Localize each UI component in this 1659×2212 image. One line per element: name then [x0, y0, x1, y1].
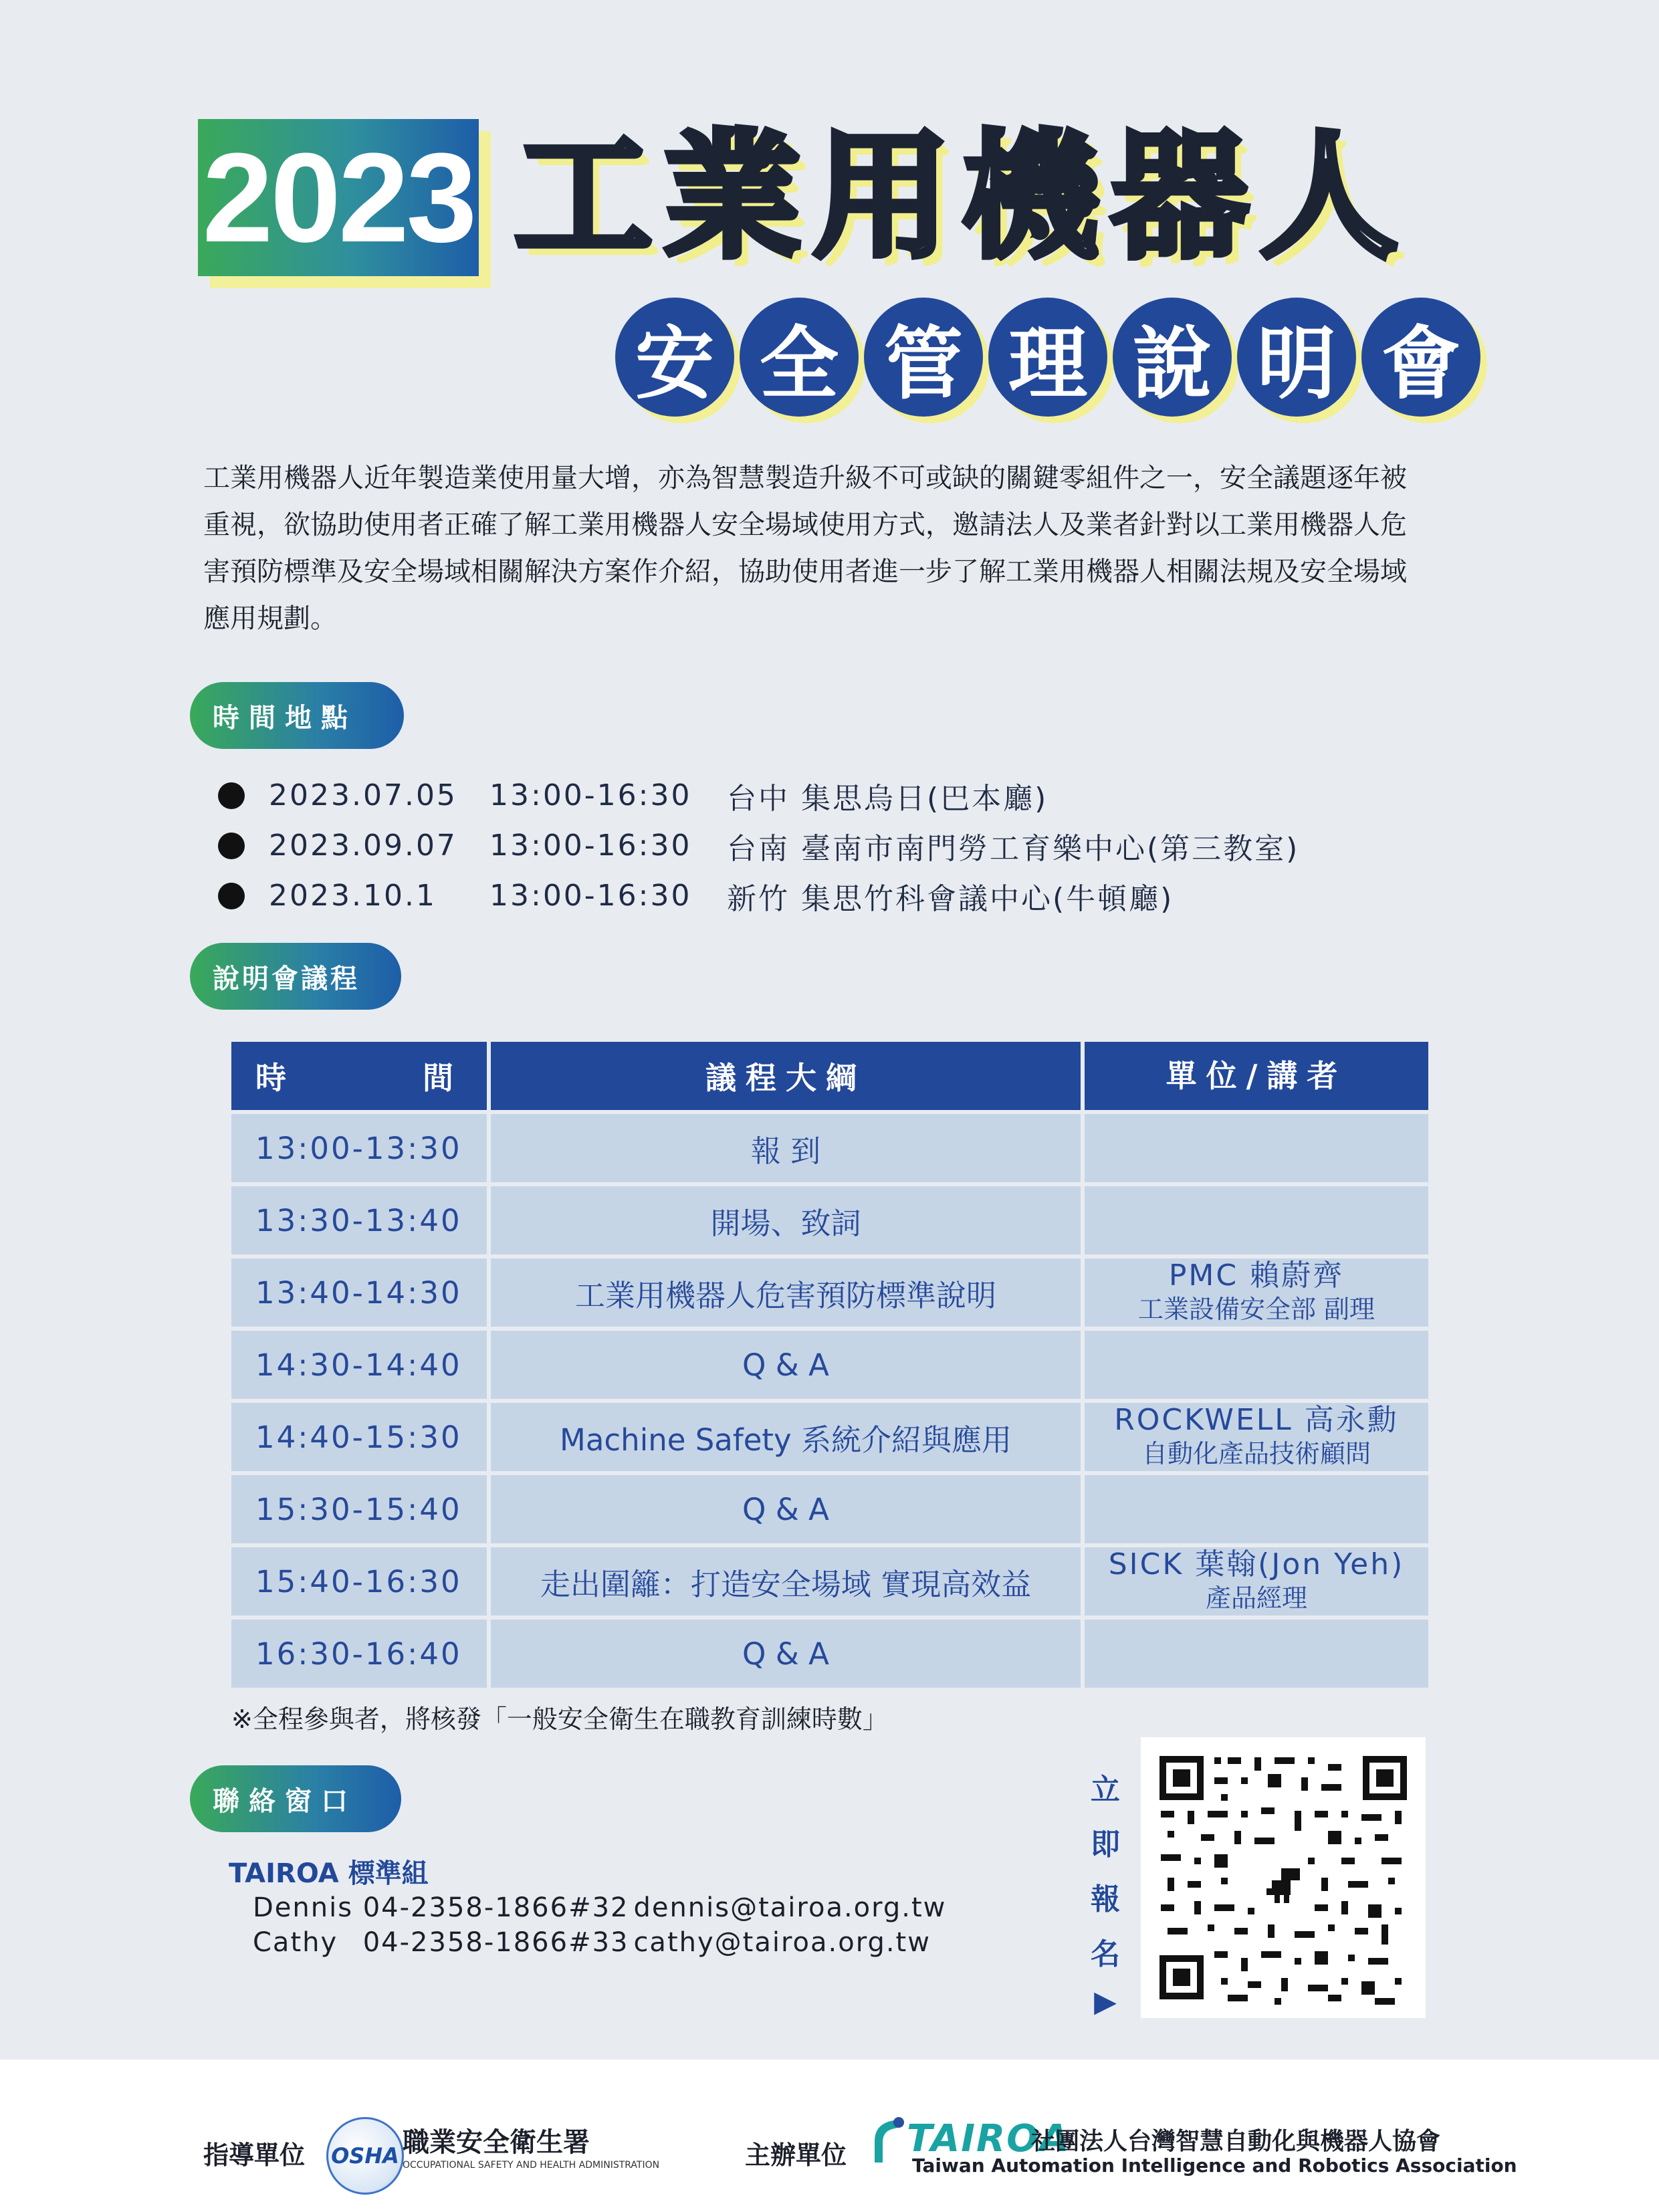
- contact-line: [253, 1927, 931, 1958]
- row-speaker: [1085, 1547, 1428, 1620]
- register-char: 立: [1091, 1773, 1120, 1807]
- subtitle-char: 理: [988, 298, 1107, 417]
- table-row: [231, 1331, 1428, 1403]
- schedule-place: 台中 集思烏日(巴本廳): [727, 781, 1048, 816]
- contact-email[interactable]: dennis@tairoa.org.tw: [633, 1892, 947, 1923]
- contact-phone: 04-2358-1866#32: [362, 1892, 629, 1923]
- intro-line: 害預防標準及安全場域相關解決方案作介紹，協助使用者進一步了解工業用機器人相關法規及安全場域: [203, 556, 1407, 587]
- speaker-name: PMC 賴蔚齊: [1168, 1258, 1345, 1293]
- row-time: 16:30-16:40: [231, 1620, 491, 1692]
- section-contact: 聯絡窗口: [190, 1765, 401, 1832]
- play-arrow-icon: ▶: [1094, 1985, 1117, 2019]
- schedule-date: 2023.07.05: [269, 778, 457, 812]
- row-time: 14:40-15:30: [231, 1403, 491, 1475]
- bullet-icon: [218, 883, 245, 909]
- schedule-time: 13:00-16:30: [489, 879, 692, 913]
- robot-arm-icon: [869, 2112, 907, 2165]
- register-char: 名: [1091, 1937, 1120, 1971]
- header-topic: 議程大綱: [491, 1042, 1085, 1114]
- row-topic: 報 到: [491, 1114, 1085, 1186]
- schedule-item: [218, 820, 1422, 871]
- speaker-name: SICK 葉翰(Jon Yeh): [1108, 1547, 1405, 1581]
- host-unit-label: 主辦單位: [745, 2140, 847, 2170]
- contact-org: TAIROA 標準組: [229, 1858, 429, 1889]
- intro-paragraph: [203, 455, 1460, 642]
- table-row: [231, 1620, 1428, 1692]
- register-label[interactable]: [1082, 1765, 1129, 2019]
- subtitle-char: 明: [1237, 298, 1356, 417]
- qr-code-icon: [1141, 1737, 1426, 2018]
- header-time-a: 時: [255, 1060, 296, 1096]
- row-speaker: [1085, 1620, 1428, 1692]
- table-row: [231, 1258, 1428, 1331]
- register-char: 即: [1091, 1828, 1120, 1862]
- guide-unit-label: 指導單位: [203, 2140, 306, 2170]
- schedule-date: 2023.09.07: [269, 828, 457, 863]
- bullet-icon: [218, 782, 245, 809]
- osha-english-name: OCCUPATIONAL SAFETY AND HEALTH ADMINISTRATION: [403, 2160, 660, 2171]
- header-speaker: 單位/講者: [1085, 1042, 1428, 1114]
- table-header: [231, 1042, 1428, 1114]
- schedule-time: 13:00-16:30: [489, 828, 692, 863]
- row-speaker: [1085, 1114, 1428, 1186]
- row-topic: Q & A: [491, 1620, 1085, 1692]
- intro-line: 重視，欲協助使用者正確了解工業用機器人安全場域使用方式，邀請法人及業者針對以工業用機器人危: [203, 510, 1407, 540]
- year-text: 2023: [202, 126, 475, 269]
- tairoa-name: 社團法人台灣智慧自動化與機器人協會: [1031, 2128, 1441, 2155]
- table-row: [231, 1547, 1428, 1620]
- section-time-place: 時間地點: [190, 682, 404, 749]
- row-speaker: [1085, 1403, 1428, 1475]
- row-speaker: [1085, 1331, 1428, 1403]
- table-row: [231, 1186, 1428, 1258]
- contact-name: Cathy: [253, 1927, 338, 1958]
- row-topic: 工業用機器人危害預防標準說明: [491, 1258, 1085, 1331]
- section-agenda: 說明會議程: [190, 943, 401, 1010]
- row-time: 13:30-13:40: [231, 1186, 491, 1258]
- row-time: 15:30-15:40: [231, 1475, 491, 1547]
- row-speaker: [1085, 1186, 1428, 1258]
- tairoa-wordmark: TAIROA: [907, 2116, 1071, 2161]
- schedule-date: 2023.10.1: [269, 879, 437, 913]
- schedule-item: [218, 871, 1422, 921]
- osha-name: 職業安全衛生署: [403, 2127, 590, 2158]
- row-time: 14:30-14:40: [231, 1331, 491, 1403]
- row-topic: Q & A: [491, 1331, 1085, 1403]
- osha-logo: OSHA: [326, 2117, 404, 2195]
- subtitle-char: 說: [1113, 298, 1232, 417]
- agenda-table: [231, 1042, 1428, 1692]
- speaker-title: 自動化產品技術顧問: [1141, 1439, 1371, 1468]
- schedule-place: 新竹 集思竹科會議中心(牛頓廳): [727, 881, 1174, 916]
- contact-phone: 04-2358-1866#33: [362, 1927, 629, 1958]
- subtitle: [615, 298, 1480, 417]
- schedule-list: [218, 770, 1422, 921]
- contact-line: [253, 1892, 946, 1923]
- subtitle-char: 安: [615, 298, 734, 417]
- schedule-place: 台南 臺南市南門勞工育樂中心(第三教室): [727, 831, 1300, 866]
- speaker-title: 工業設備安全部 副理: [1137, 1295, 1375, 1324]
- table-row: [231, 1403, 1428, 1475]
- table-row: [231, 1475, 1428, 1547]
- contact-email[interactable]: cathy@tairoa.org.tw: [633, 1927, 931, 1958]
- header-time: [231, 1042, 491, 1114]
- intro-line: 應用規劃。: [203, 603, 337, 634]
- tairoa-english-name: Taiwan Automation Intelligence and Robotics Association: [912, 2154, 1517, 2177]
- bullet-icon: [218, 833, 245, 859]
- row-topic: Machine Safety 系統介紹與應用: [491, 1403, 1085, 1475]
- speaker-title: 產品經理: [1205, 1583, 1307, 1613]
- table-row: [231, 1114, 1428, 1186]
- row-topic: 走出圍籬：打造安全場域 實現高效益: [491, 1547, 1085, 1620]
- speaker-name: ROCKWELL 高永勳: [1114, 1403, 1399, 1437]
- header-time-b: 間: [423, 1060, 463, 1096]
- row-topic: Q & A: [491, 1475, 1085, 1547]
- row-time: 15:40-16:30: [231, 1547, 491, 1620]
- row-topic: 開場、致詞: [491, 1186, 1085, 1258]
- register-char: 報: [1091, 1882, 1120, 1916]
- schedule-time: 13:00-16:30: [489, 778, 692, 812]
- row-time: 13:40-14:30: [231, 1258, 491, 1331]
- year-badge: [198, 119, 479, 276]
- register-qr-code[interactable]: [1141, 1737, 1426, 2018]
- row-speaker: [1085, 1258, 1428, 1331]
- footer: [0, 2060, 1659, 2212]
- main-title: 工業用機器人: [515, 118, 1410, 277]
- training-hours-note: ※全程參與者，將核發「一般安全衛生在職教育訓練時數」: [231, 1704, 888, 1734]
- row-time: 13:00-13:30: [231, 1114, 491, 1186]
- subtitle-char: 會: [1361, 298, 1480, 417]
- row-speaker: [1085, 1475, 1428, 1547]
- subtitle-char: 管: [864, 298, 983, 417]
- intro-line: 工業用機器人近年製造業使用量大增，亦為智慧製造升級不可或缺的關鍵零組件之一，安全議題逐年被: [203, 463, 1407, 493]
- schedule-item: [218, 770, 1422, 820]
- contact-name: Dennis: [253, 1892, 354, 1923]
- subtitle-char: 全: [740, 298, 859, 417]
